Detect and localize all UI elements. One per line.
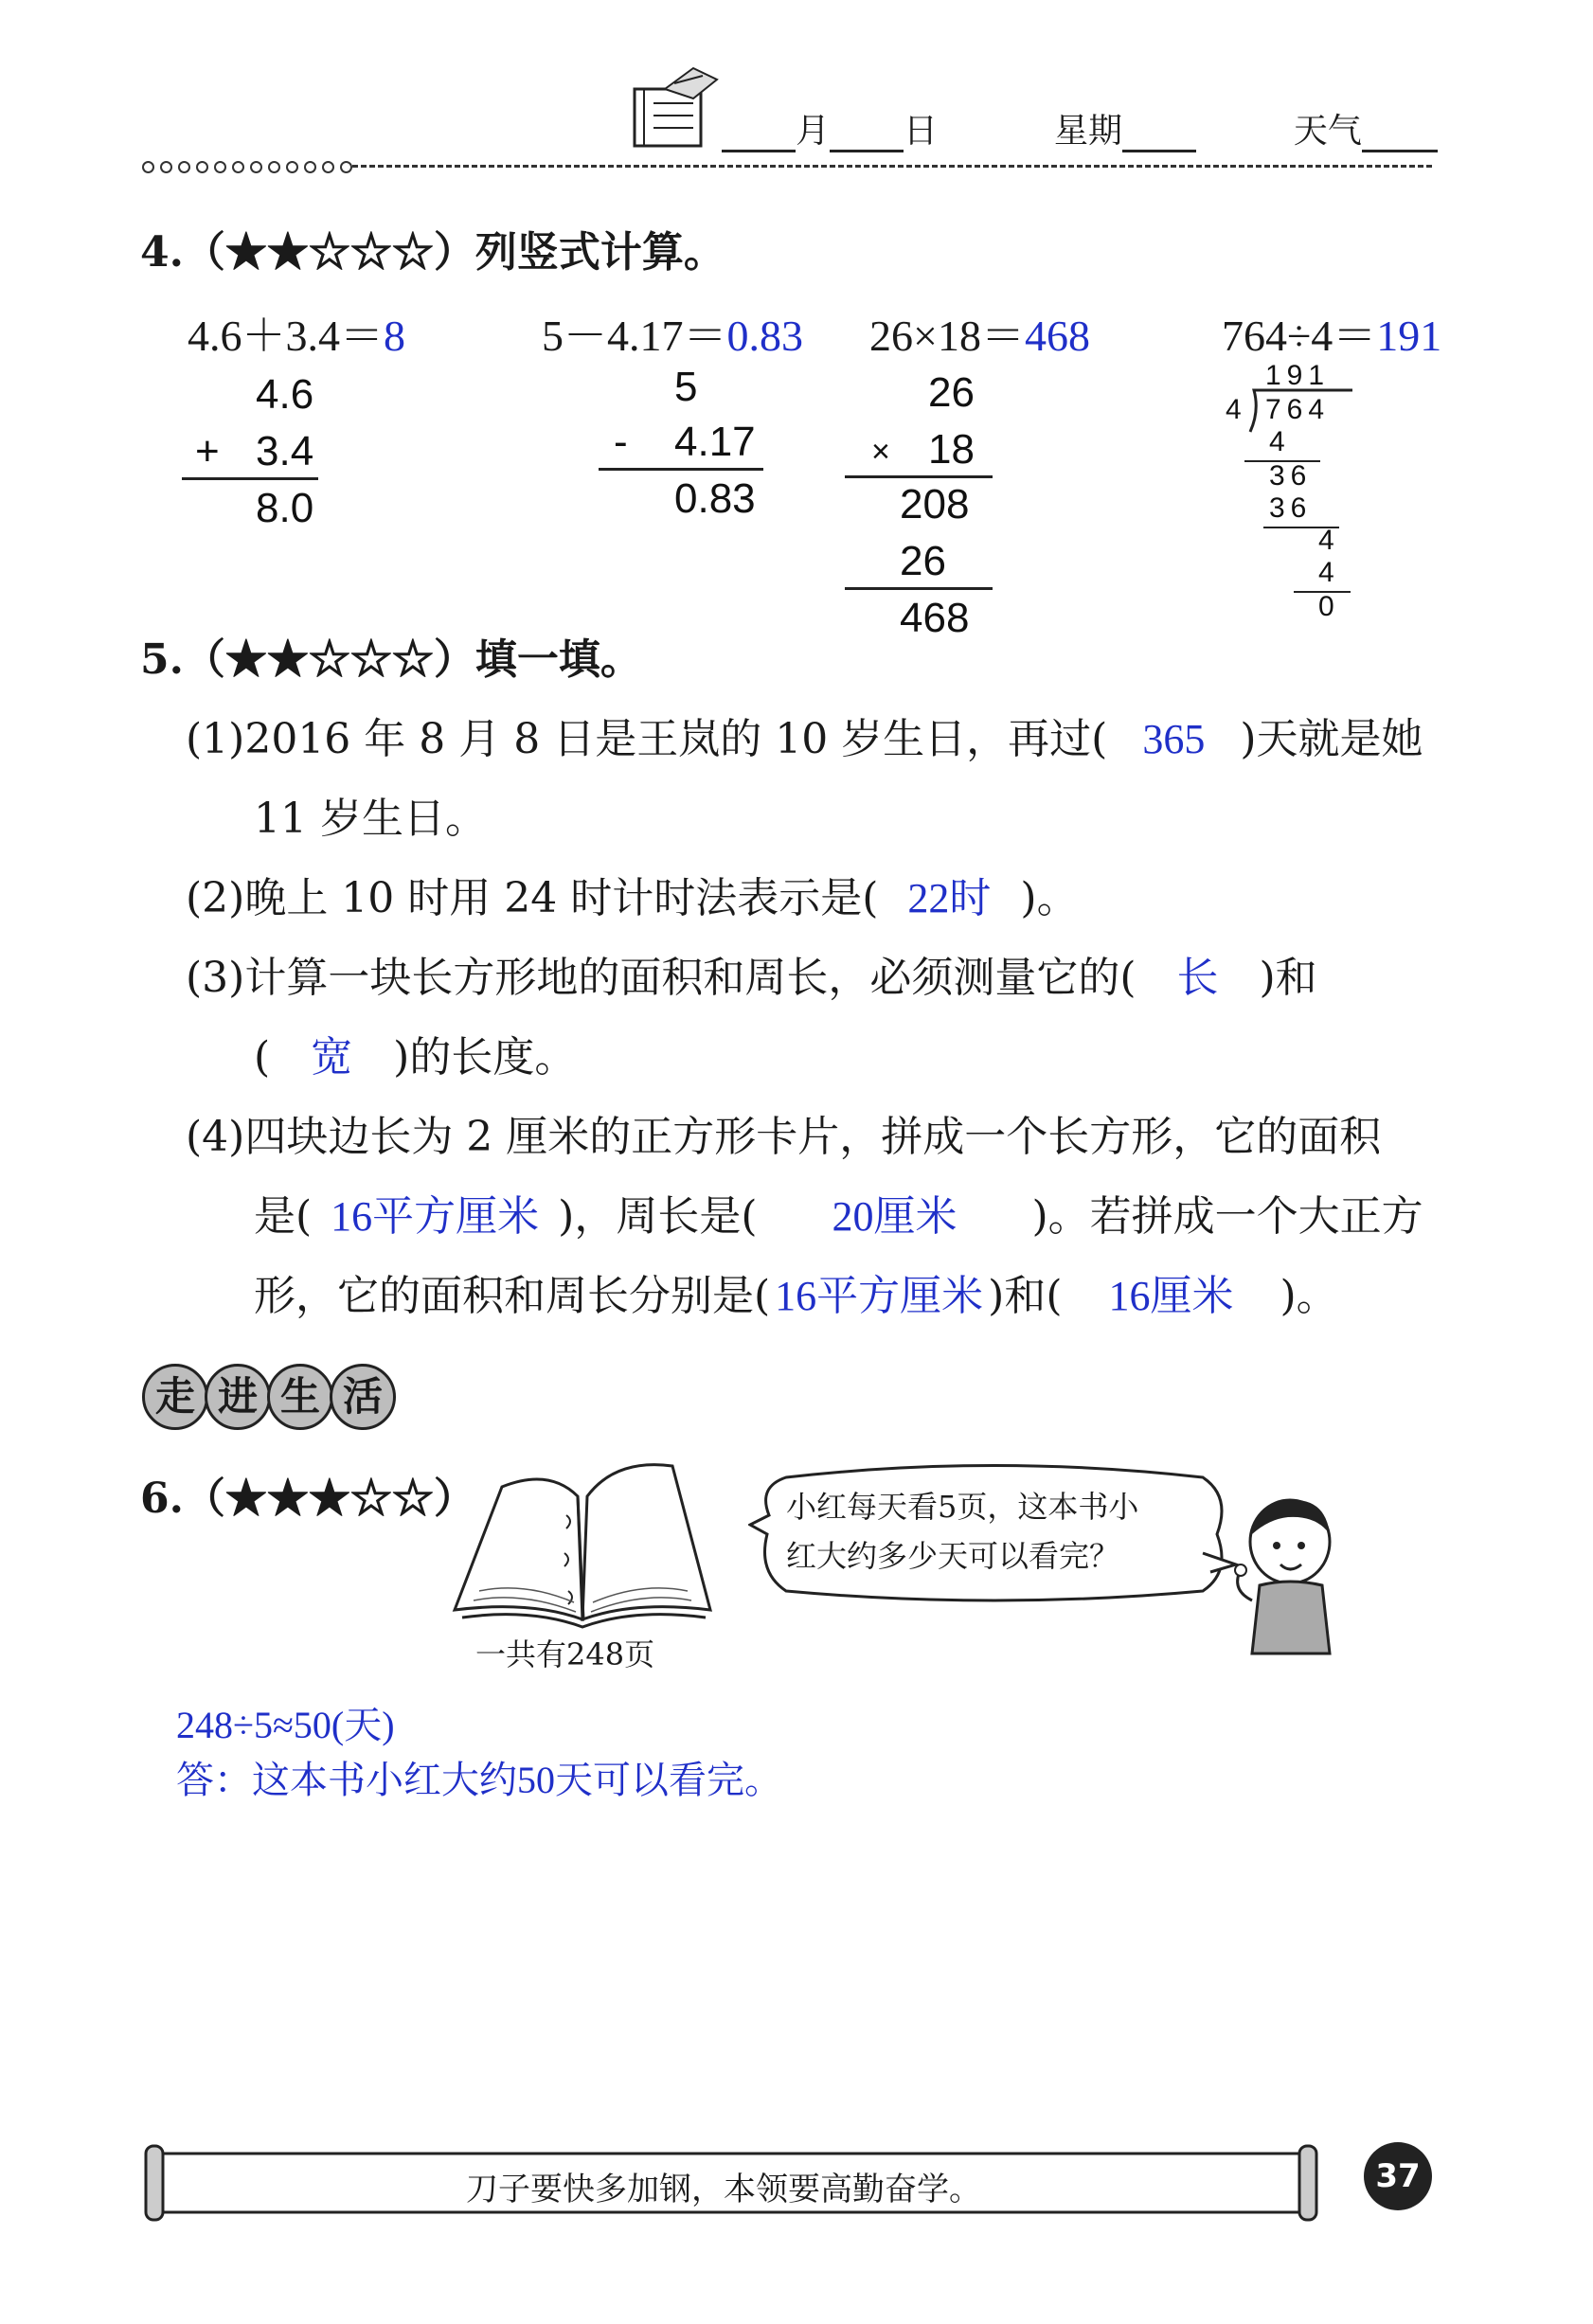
page-number: 37	[1364, 2142, 1432, 2210]
q4-problem-1-expr: 4.6＋3.4＝	[188, 312, 384, 360]
q5-item-4-line-3	[254, 1261, 1338, 1322]
work1-bottom: 3.4	[256, 428, 314, 474]
q5-item-4-text-b: 是(	[254, 1192, 313, 1241]
work1-rule	[182, 477, 318, 480]
book-caption: 一共有248页	[475, 1636, 655, 1672]
q5-item-3-text-b: )和	[1259, 954, 1317, 1002]
q5-item-1-line-2: 11 岁生日。	[254, 795, 487, 843]
header-weekday-label: 星期	[1053, 112, 1122, 151]
section-badge	[142, 1364, 407, 1436]
q5-item-3-text-c: (	[254, 1033, 271, 1082]
q4-problem-2-answer: 0.83	[726, 312, 803, 360]
q4-problem-2	[542, 301, 803, 364]
work4-divisor: 4	[1226, 394, 1242, 425]
q4-problem-4-expr: 764÷4＝	[1222, 312, 1377, 360]
work3-bottom: 18	[928, 426, 975, 473]
header-month-label: 月	[796, 112, 831, 151]
work4-quotient: 191	[1265, 360, 1331, 391]
header-dots	[142, 159, 358, 177]
q4-problem-1	[188, 301, 405, 364]
work4-sub-1: 4	[1269, 426, 1285, 457]
work3-partial-2: 26	[900, 538, 946, 584]
footer-motto: 刀子要快多加钢，本领要高勤奋学。	[466, 2171, 981, 2208]
header-weather-label: 天气	[1293, 112, 1362, 151]
work4-rem-3: 0	[1318, 591, 1334, 622]
q6-answer-line-2: 答：这本书小红大约50天可以看完。	[176, 1759, 782, 1801]
work2-op: -	[614, 419, 628, 465]
q4-problem-4-answer: 191	[1376, 312, 1442, 360]
section-char-3: 生	[267, 1364, 333, 1430]
work3-rule-1	[845, 475, 993, 478]
q5-item-4-line-2	[254, 1182, 1423, 1242]
q5-item-1-text-a: (1)2016 年 8 月 8 日是王岚的 10 岁生日，再过(	[186, 715, 1108, 763]
q5-item-3-line-1	[186, 943, 1317, 1004]
work4-sub-2: 36	[1269, 492, 1313, 524]
q5-item-3-answer-2: 宽	[311, 1034, 353, 1081]
q5-item-2-text-a: (2)晚上 10 时用 24 时计时法表示是(	[186, 874, 879, 922]
q5-item-3-text-d: )的长度。	[393, 1033, 577, 1082]
work2-rule	[599, 468, 763, 471]
q5-item-3-line-2	[254, 1023, 576, 1083]
q5-item-2	[186, 864, 1079, 924]
work3-partial-1: 208	[900, 481, 970, 527]
q5-item-4-answer-4: 16厘米	[1108, 1273, 1234, 1319]
q4-problem-3	[869, 301, 1090, 364]
section-char-2: 进	[205, 1364, 271, 1430]
q5-item-2-answer: 22时	[907, 875, 992, 921]
q5-item-1-answer: 365	[1142, 716, 1206, 762]
section-char-4: 活	[330, 1364, 396, 1430]
header-date	[722, 104, 1438, 152]
q5-item-3-answer-1: 长	[1176, 955, 1219, 1001]
work2-bottom: 4.17	[674, 419, 756, 465]
header-notebook-icon	[627, 61, 722, 159]
q5-item-4-text-d: )。若拼成一个大正方	[1031, 1192, 1423, 1241]
q6-title: 6.（★★★☆☆）	[140, 1475, 475, 1523]
q4-problem-4	[1222, 301, 1441, 364]
header-divider	[352, 165, 1432, 168]
q5-item-4-answer-1: 16平方厘米	[331, 1193, 540, 1240]
speech-line-1: 小红每天看5页，这本书小	[786, 1489, 1139, 1525]
work2-result: 0.83	[674, 475, 756, 522]
work4-sub-3: 4	[1318, 557, 1334, 588]
q4-title: 4.（★★☆☆☆）列竖式计算。	[140, 228, 725, 277]
q4-problem-1-answer: 8	[384, 312, 405, 360]
work4-dividend: 764	[1265, 394, 1331, 425]
footer-scroll	[144, 2142, 1318, 2224]
work3-rule-2	[845, 587, 993, 590]
q5-item-4-text-c: )，周长是(	[558, 1192, 758, 1241]
q5-title: 5.（★★☆☆☆）填一填。	[140, 635, 642, 684]
work3-result: 468	[900, 595, 970, 641]
work3-top: 26	[928, 369, 975, 416]
work1-top: 4.6	[256, 371, 314, 418]
q5-item-4-text-f: )和(	[988, 1272, 1063, 1320]
q4-problem-2-expr: 5－4.17＝	[542, 312, 727, 360]
q6-answer-line-1: 248÷5≈50(天)	[176, 1704, 395, 1746]
speech-line-2: 红大约多少天可以看完？	[786, 1538, 1120, 1574]
q5-item-2-text-b: )。	[1020, 874, 1079, 922]
q5-item-4-line-1: (4)四块边长为 2 厘米的正方形卡片，拼成一个长方形，它的面积	[186, 1113, 1382, 1161]
q5-item-4-text-e: 形，它的面积和周长分别是(	[254, 1272, 771, 1320]
header-day-label: 日	[904, 112, 939, 151]
q5-item-3-text-a: (3)计算一块长方形地的面积和周长，必须测量它的(	[186, 954, 1137, 1002]
work1-op: +	[195, 428, 220, 474]
q5-item-4-answer-2: 20厘米	[832, 1193, 958, 1240]
q5-item-4-answer-3: 16平方厘米	[775, 1273, 984, 1319]
q5-item-1-text-b: )天就是她	[1240, 715, 1423, 763]
work4-rem-2: 4	[1318, 525, 1334, 556]
open-book-illustration	[445, 1458, 720, 1633]
work4-rem-1: 36	[1269, 460, 1313, 492]
q4-problem-3-answer: 468	[1024, 312, 1090, 360]
boy-illustration	[1231, 1487, 1354, 1661]
section-char-1: 走	[142, 1364, 208, 1430]
work1-result: 8.0	[256, 485, 314, 531]
q5-item-1-line-1	[186, 705, 1423, 765]
q4-problem-3-expr: 26×18＝	[869, 312, 1025, 360]
q5-item-4-text-g: )。	[1280, 1272, 1338, 1320]
work2-top: 5	[674, 364, 698, 410]
work3-op: ×	[871, 434, 890, 470]
